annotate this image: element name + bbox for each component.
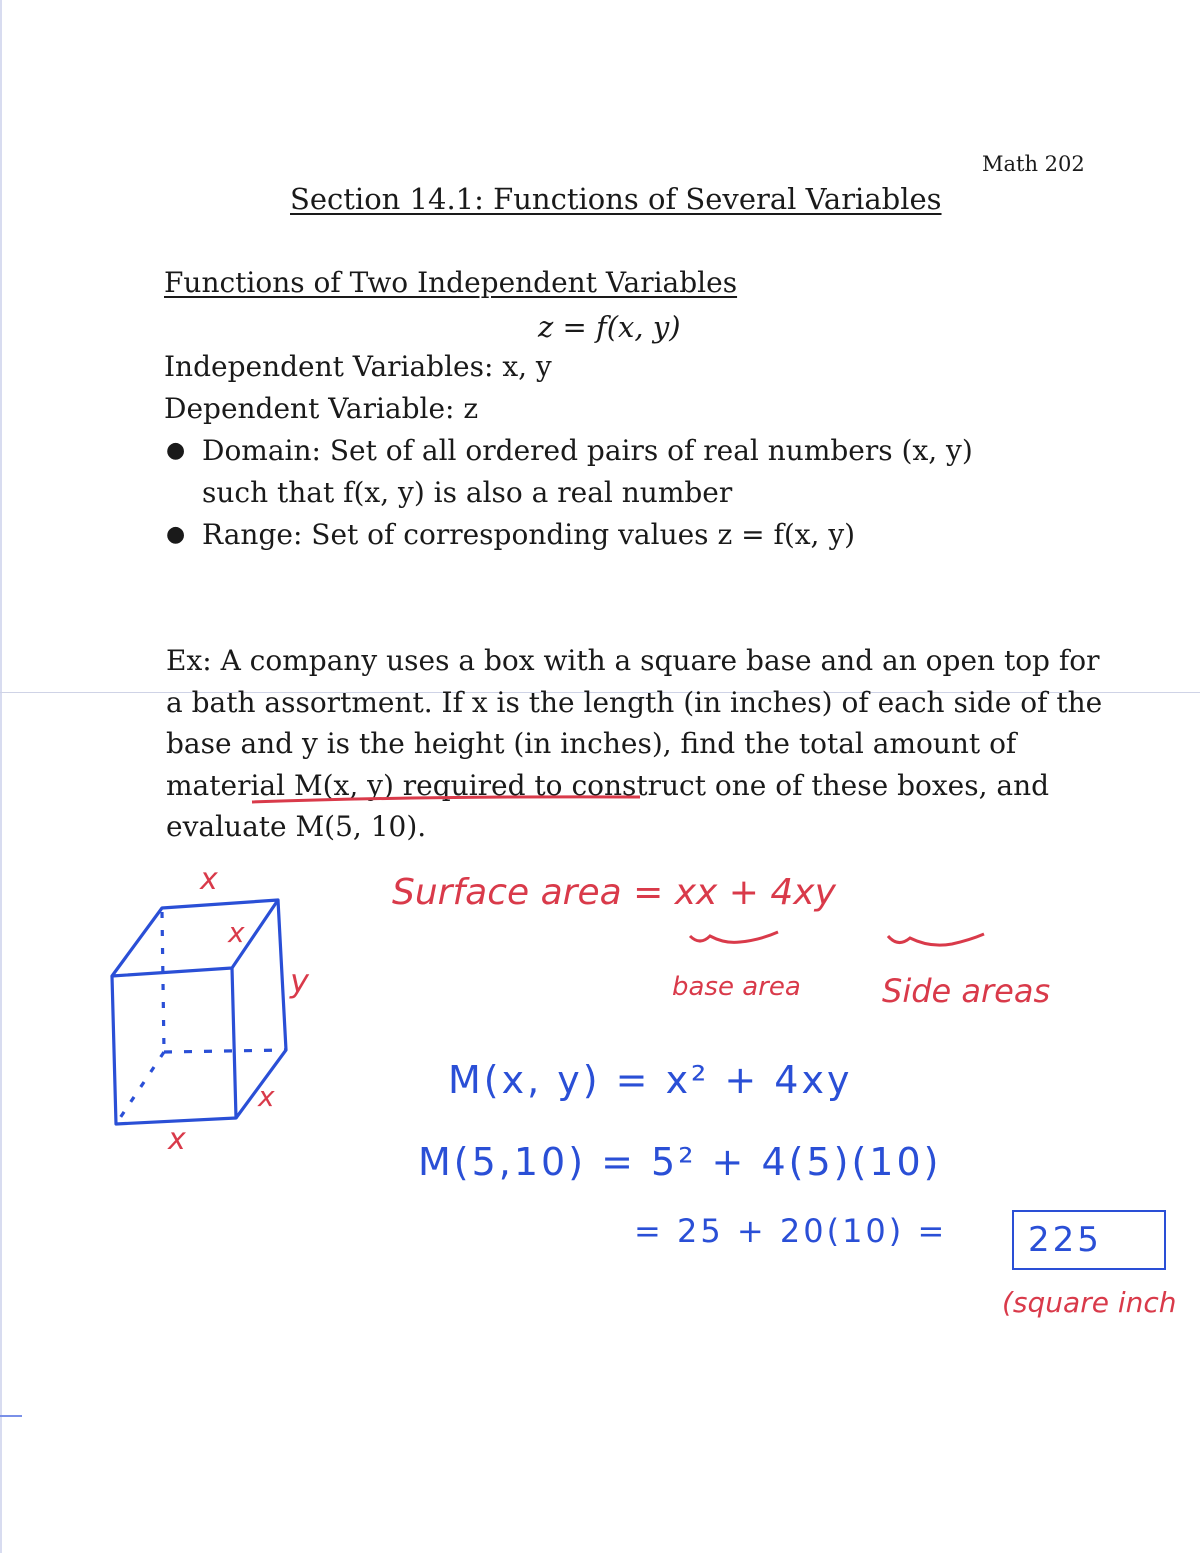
brace-side xyxy=(888,934,984,945)
box-label-top-side-x: x xyxy=(228,916,245,949)
material-evaluation: M(5,10) = 5² + 4(5)(10) xyxy=(418,1140,942,1184)
box-label-bottom-x: x xyxy=(168,1122,186,1157)
box-label-front-x: x xyxy=(258,1080,275,1113)
independent-variables: Independent Variables: x, y xyxy=(164,350,552,383)
units-note: (square inch xyxy=(1002,1286,1177,1319)
subsection-heading: Functions of Two Independent Variables xyxy=(164,266,738,299)
box-label-height-y: y xyxy=(290,962,309,1000)
course-label: Math 202 xyxy=(982,152,1085,176)
side-areas-note: Side areas xyxy=(882,972,1051,1010)
material-step: = 25 + 20(10) = xyxy=(634,1212,948,1250)
range-line: Range: Set of corresponding values z = f(x, y) xyxy=(202,518,856,551)
answer-value: 225 xyxy=(1028,1220,1102,1260)
dependent-variable: Dependent Variable: z xyxy=(164,392,479,425)
domain-line-2: such that f(x, y) is also a real number xyxy=(202,476,733,509)
brace-base xyxy=(690,932,778,942)
material-formula: M(x, y) = x² + 4xy xyxy=(448,1058,853,1102)
example-text: Ex: A company uses a box with a square base and an open top for a bath assortment. If x is the length (in inches) of each side of the base and y is the height (in inches), find the total amount of material M(x, y) required to construct one of these boxes, and evaluate M(5, 10). xyxy=(166,644,1103,843)
surface-area-formula: Surface area = xx + 4xy xyxy=(392,872,836,913)
box-label-top-x: x xyxy=(200,862,218,897)
bullet-icon: ● xyxy=(166,438,186,463)
red-underline xyxy=(252,797,640,802)
function-equation: z = f(x, y) xyxy=(538,310,681,344)
answer-box xyxy=(1012,1210,1166,1270)
domain-line-1: Domain: Set of all ordered pairs of real numbers (x, y) xyxy=(202,434,973,467)
page-title: Section 14.1: Functions of Several Variables xyxy=(290,182,942,216)
base-area-note: base area xyxy=(672,972,801,1002)
bullet-icon: ● xyxy=(166,522,186,547)
